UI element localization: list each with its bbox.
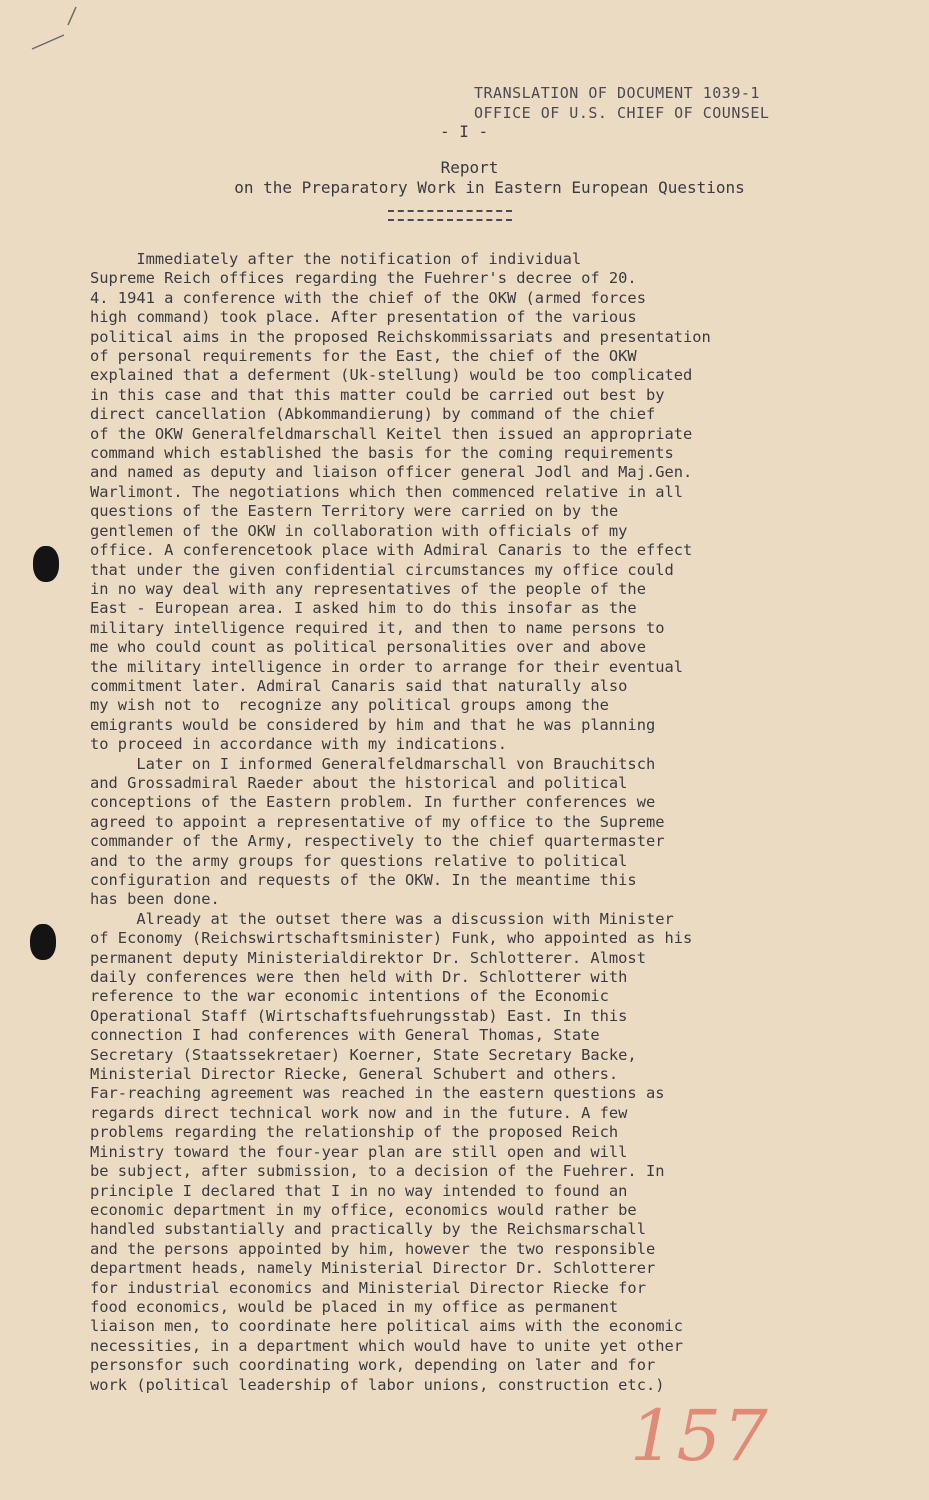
body-line: questions of the Eastern Territory were carried on by the bbox=[90, 502, 619, 521]
body-line: problems regarding the relationship of the proposed Reich bbox=[90, 1123, 619, 1142]
body-line: be subject, after submission, to a decision of the Fuehrer. In bbox=[90, 1162, 665, 1181]
body-line: Later on I informed Generalfeldmarschall von Brauchitsch bbox=[90, 754, 656, 773]
body-line: department heads, namely Ministerial Director Dr. Schlotterer bbox=[90, 1259, 656, 1278]
body-line: direct cancellation (Abkommandierung) by command of the chief bbox=[90, 405, 656, 424]
body-line: Supreme Reich offices regarding the Fuehrer's decree of 20. bbox=[90, 269, 637, 288]
body-line: economic department in my office, economics would rather be bbox=[90, 1200, 637, 1219]
body-line: necessities, in a department which would have to unite yet other bbox=[90, 1336, 684, 1355]
body-line: and to the army groups for questions relative to political bbox=[90, 851, 628, 870]
body-line: office. A conferencetook place with Admiral Canaris to the effect bbox=[90, 541, 693, 560]
body-line: regards direct technical work now and in the future. A few bbox=[90, 1103, 628, 1122]
punch-hole bbox=[30, 924, 56, 960]
body-line: daily conferences were then held with Dr. Schlotterer with bbox=[90, 968, 628, 987]
body-line: liaison men, to coordinate here political aims with the economic bbox=[90, 1317, 684, 1336]
body-line: Operational Staff (Wirtschaftsfuehrungsstab) East. In this bbox=[90, 1006, 628, 1025]
title-divider bbox=[388, 210, 512, 212]
body-line: Immediately after the notification of individual bbox=[90, 250, 582, 268]
body-line: high command) took place. After presentation of the various bbox=[90, 308, 637, 327]
body-line: explained that a deferment (Uk-stellung) would be too complicated bbox=[90, 366, 693, 385]
body-line: command which established the basis for the coming requirements bbox=[90, 444, 674, 463]
title-divider-second bbox=[388, 219, 512, 221]
report-title: Report bbox=[440, 158, 499, 177]
page-number: - I - bbox=[440, 122, 489, 141]
body-line: my wish not to recognize any political groups among the bbox=[90, 696, 609, 715]
body-line: emigrants would be considered by him and that he was planning bbox=[90, 715, 656, 734]
pencil-mark bbox=[28, 5, 88, 55]
body-line: commander of the Army, respectively to the chief quartermaster bbox=[90, 832, 665, 851]
body-line: food economics, would be placed in my office as permanent bbox=[90, 1297, 619, 1316]
body-line: Already at the outset there was a discussion with Minister bbox=[90, 909, 674, 928]
body-line: in no way deal with any representatives of the people of the bbox=[90, 579, 646, 598]
body-line: and Grossadmiral Raeder about the historical and political bbox=[90, 773, 628, 792]
body-line: commitment later. Admiral Canaris said that naturally also bbox=[90, 676, 628, 695]
body-line: handled substantially and practically by the Reichsmarschall bbox=[90, 1220, 646, 1239]
body-line: that under the given confidential circumstances my office could bbox=[90, 560, 674, 579]
folio-number: 157 bbox=[630, 1395, 770, 1477]
punch-hole bbox=[33, 546, 59, 582]
body-line: work (political leadership of labor unions, construction etc.) bbox=[90, 1375, 665, 1394]
body-line: of Economy (Reichswirtschaftsminister) Funk, who appointed as his bbox=[90, 929, 693, 948]
body-line: gentlemen of the OKW in collaboration with officials of my bbox=[90, 521, 628, 540]
body-line: East - European area. I asked him to do this insofar as the bbox=[90, 599, 637, 618]
body-line: Warlimont. The negotiations which then commenced relative in all bbox=[90, 482, 684, 501]
body-line: principle I declared that I in no way intended to found an bbox=[90, 1181, 628, 1200]
body-line: for industrial economics and Ministerial Director Riecke for bbox=[90, 1278, 646, 1297]
body-line: Far-reaching agreement was reached in the eastern questions as bbox=[90, 1084, 665, 1103]
body-line: permanent deputy Ministerialdirektor Dr. Schlotterer. Almost bbox=[90, 948, 646, 967]
body-line: of the OKW Generalfeldmarschall Keitel then issued an appropriate bbox=[90, 424, 693, 443]
body-line: me who could count as political personalities over and above bbox=[90, 638, 646, 657]
body-line: military intelligence required it, and then to name persons to bbox=[90, 618, 665, 637]
body-line: and the persons appointed by him, however the two responsible bbox=[90, 1239, 656, 1258]
header-office-line: OFFICE OF U.S. CHIEF OF COUNSEL bbox=[474, 104, 770, 122]
body-line: connection I had conferences with General Thomas, State bbox=[90, 1026, 600, 1045]
body-line: to proceed in accordance with my indications. bbox=[90, 735, 507, 754]
report-body bbox=[90, 250, 870, 1395]
body-line: and named as deputy and liaison officer general Jodl and Maj.Gen. bbox=[90, 463, 693, 482]
body-line: Ministry toward the four-year plan are still open and will bbox=[90, 1142, 628, 1161]
body-line: configuration and requests of the OKW. In the meantime this bbox=[90, 871, 637, 889]
report-subtitle: on the Preparatory Work in Eastern European Questions bbox=[234, 178, 745, 197]
body-line: Ministerial Director Riecke, General Schubert and others. bbox=[90, 1065, 619, 1084]
body-line: conceptions of the Eastern problem. In further conferences we bbox=[90, 793, 656, 812]
body-line: agreed to appoint a representative of my office to the Supreme bbox=[90, 812, 665, 831]
body-line: personsfor such coordinating work, depending on later and for bbox=[90, 1356, 656, 1375]
body-line: has been done. bbox=[90, 890, 220, 909]
body-line: in this case and that this matter could be carried out best by bbox=[90, 385, 665, 404]
body-line: of personal requirements for the East, the chief of the OKW bbox=[90, 347, 637, 366]
body-line: the military intelligence in order to arrange for their eventual bbox=[90, 657, 684, 676]
header-translation-line: TRANSLATION OF DOCUMENT 1039-1 bbox=[474, 84, 760, 102]
body-line: Secretary (Staatssekretaer) Koerner, State Secretary Backe, bbox=[90, 1045, 637, 1064]
body-line: 4. 1941 a conference with the chief of the OKW (armed forces bbox=[90, 288, 646, 307]
body-line: reference to the war economic intentions of the Economic bbox=[90, 987, 609, 1006]
body-line: political aims in the proposed Reichskommissariats and presentation bbox=[90, 327, 711, 346]
